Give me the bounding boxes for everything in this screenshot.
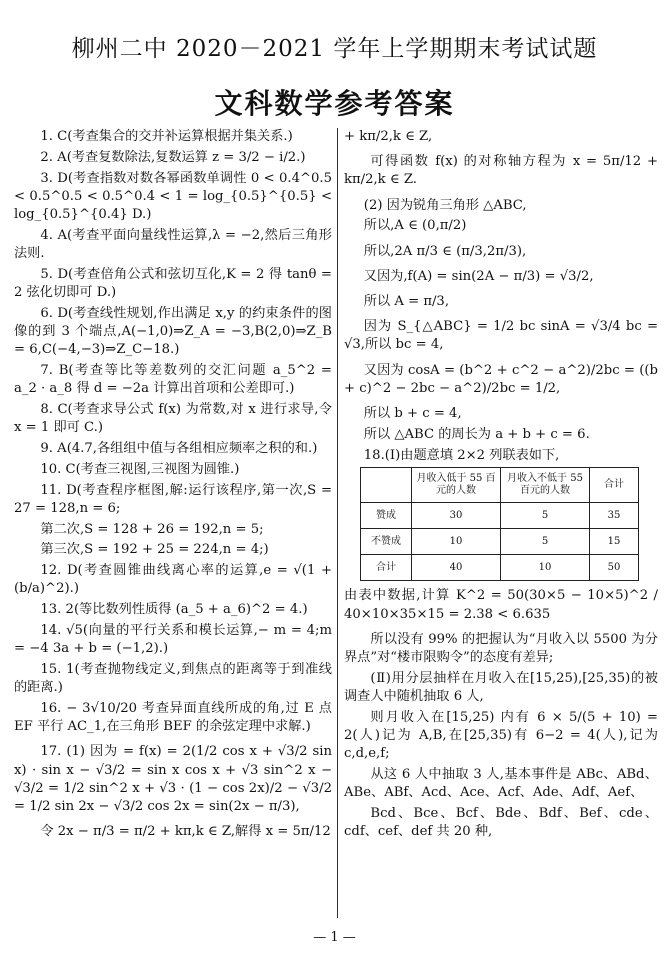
table-cell: 10 xyxy=(412,529,501,555)
table-header-cell: 月收入不低于 55 百元的人数 xyxy=(501,468,590,503)
table-cell: 50 xyxy=(590,555,639,581)
answer-9: 9. A(4.7,各组组中值与各组相应频率之积的和.) xyxy=(40,441,318,456)
page-number: — 1 — xyxy=(313,930,356,945)
table-header-cell xyxy=(361,468,412,503)
answer-7: 7. B(考查等比等差数列的交汇问题 a_5^2 = a_2 · a_8 得 d = −2a 计算出首项和公差即可.) xyxy=(14,363,332,397)
right-column xyxy=(344,128,658,844)
answer-17-part-2: (2) 因为锐角三角形 △ABC, xyxy=(363,197,527,213)
answer-17-axis: 令 2x − π/3 = π/2 + kπ,k ∈ Z,解得 x = 5π/12 xyxy=(40,824,331,840)
answer-6: 6. D(考查线性规划,作出满足 x,y 的约束条件的图像的到 3 个端点,A(−1,0)⇒Z_A = −3,B(2,0)⇒Z_B = 6,C(−4,−3)⇒Z_C−18.) xyxy=(14,305,332,358)
table-row xyxy=(361,503,639,529)
answer-17-cosine: 又因为 cosA = (b^2 + c^2 − a^2)/2bc = ((b + c)^2 − 2bc − a^2)/2bc = 1/2, xyxy=(344,362,658,396)
answer-5: 5. D(考查倍角公式和弦切互化,K = 2 得 tanθ = 2 弦化切即可 D.) xyxy=(14,266,332,300)
answer-18-intro: 18.(Ⅰ)由题意填 2×2 列联表如下, xyxy=(363,447,560,463)
table-cell: 30 xyxy=(412,503,501,529)
page-title: 柳州二中 2020－2021 学年上学期期末考试试题 xyxy=(71,36,598,62)
left-column xyxy=(14,128,332,844)
answer-13: 13. 2(等比数列性质得 (a_5 + a_6)^2 = 4.) xyxy=(40,602,308,618)
table-cell: 不赞成 xyxy=(361,529,412,555)
answer-18-conclusion: 所以没有 99% 的把握认为“月收入以 5500 为分界点”对“楼市限购令”的态度有差异; xyxy=(344,631,658,666)
table-cell: 5 xyxy=(501,529,590,555)
table-cell: 5 xyxy=(501,503,590,529)
answer-17-continued: + kπ/2,k ∈ Z, xyxy=(344,129,433,144)
table-cell: 15 xyxy=(590,529,639,555)
contingency-table xyxy=(360,467,639,581)
answer-18-part-2: (Ⅱ)用分层抽样在月收入在[15,25),[25,35)的被调查人中随机抽取 6 人, xyxy=(344,670,658,705)
answer-3: 3. D(考查指数对数各幂函数单调性 0 < 0.4^0.5 < 0.5^0.5 < 0.5^0.4 < 1 = log_{0.5}^{0.5} < log_{0.5}^{0.4} D.) xyxy=(14,170,332,222)
table-cell: 35 xyxy=(590,503,639,529)
answer-16: 16. − 3√10/20 考查异面直线所成的角,过 E 点 EF 平行 AC_1,在三角形 BEF 的余弦定理中求解.) xyxy=(14,700,332,735)
answer-18-chi-square: 由表中数据,计算 K^2 = 50(30×5 − 10×5)^2 / 40×10×35×15 = 2.38 < 6.635 xyxy=(344,588,658,622)
table-cell: 赞成 xyxy=(361,503,412,529)
table-header-cell: 月收入低于 55 百元的人数 xyxy=(412,468,501,503)
answer-17-symmetry-axis: 可得函数 f(x) 的对称轴方程为 x = 5π/12 + kπ/2,k ∈ Z. xyxy=(344,154,658,188)
column-divider xyxy=(337,128,338,918)
answer-17-area: 因为 S_{△ABC} = 1/2 bc sinA = √3/4 bc = √3,所以 bc = 4, xyxy=(344,319,658,353)
answer-10: 10. C(考查三视图,三视图为圆锥.) xyxy=(40,461,240,477)
answer-17-perimeter: 所以 △ABC 的周长为 a + b + c = 6. xyxy=(363,426,590,442)
answer-18-events-2: Bcd、Bce、Bcf、Bde、Bdf、Bef、cde、cdf、cef、def 共 20 种, xyxy=(344,806,658,840)
answer-17-part-1: 17. (1) 因为 = f(x) = 2(1/2 cos x + √3/2 sin x) · sin x − √3/2 = sin x cos x + √3 sin^2 x − √3/2 = 1/2 sin^2 x + √3 · (1 − cos 2x)/2 − √3/2 = 1/2 sin 2x − √3/2 cos 2x = sin(2x − π/3), xyxy=(14,744,332,814)
answer-17-a-value: 所以 A = π/3, xyxy=(363,294,450,310)
answer-17-fa: 又因为,f(A) = sin(2A − π/3) = √3/2, xyxy=(363,268,594,284)
answer-12: 12. D(考查圆锥曲线离心率的运算,e = √(1 + (b/a)^2).) xyxy=(14,563,332,597)
table-cell: 合计 xyxy=(361,555,412,581)
table-header-row xyxy=(361,468,639,503)
answer-1: 1. C(考查集合的交并补运算根据并集关系.) xyxy=(40,129,293,144)
table-row xyxy=(361,555,639,581)
answer-11-step-3: 第三次,S = 192 + 25 = 224,n = 4;) xyxy=(40,542,269,558)
answer-8: 8. C(考查求导公式 f(x) 为常数,对 x 进行求导,令 x = 1 即可 C.) xyxy=(14,402,332,436)
table-cell: 10 xyxy=(501,555,590,581)
answer-17-sum: 所以 b + c = 4, xyxy=(363,406,462,422)
table-row xyxy=(361,529,639,555)
answer-18-stratified: 则月收入在[15,25) 内有 6 × 5/(5 + 10) = 2(人)记为 A,B,在[25,35)有 6−2 = 4(人),记为 c,d,e,f; xyxy=(344,709,658,762)
answer-18-events-1: 从这 6 人中抽取 3 人,基本事件是 ABc、ABd、ABe、ABf、Acd、Ace、Acf、Ade、Adf、Aef、 xyxy=(344,767,658,801)
answer-17-range-2a: 所以,2A π/3 ∈ (π/3,2π/3), xyxy=(363,243,527,259)
answer-14: 14. √5(向量的平行关系和模长运算,− m = 4;m = −4 3a + b = (−1,2).) xyxy=(14,622,332,657)
page-subtitle: 文科数学参考答案 xyxy=(214,87,455,120)
answer-2: 2. A(考查复数除法,复数运算 z = 3/2 − i/2.) xyxy=(40,149,306,165)
answer-11: 11. D(考查程序框图,解:运行该程序,第一次,S = 27 = 128,n = 6; xyxy=(14,482,332,516)
answer-17-range-a: 所以,A ∈ (0,π/2) xyxy=(363,218,467,234)
table-cell: 40 xyxy=(412,555,501,581)
answer-11-step-2: 第二次,S = 128 + 26 = 192,n = 5; xyxy=(40,521,264,537)
answer-4: 4. A(考查平面向量线性运算,λ = −2,然后三角形法则. xyxy=(14,227,332,261)
table-header-cell: 合计 xyxy=(590,468,639,503)
answer-15: 15. 1(考查抛物线定义,到焦点的距离等于到准线的距离.) xyxy=(14,661,332,696)
